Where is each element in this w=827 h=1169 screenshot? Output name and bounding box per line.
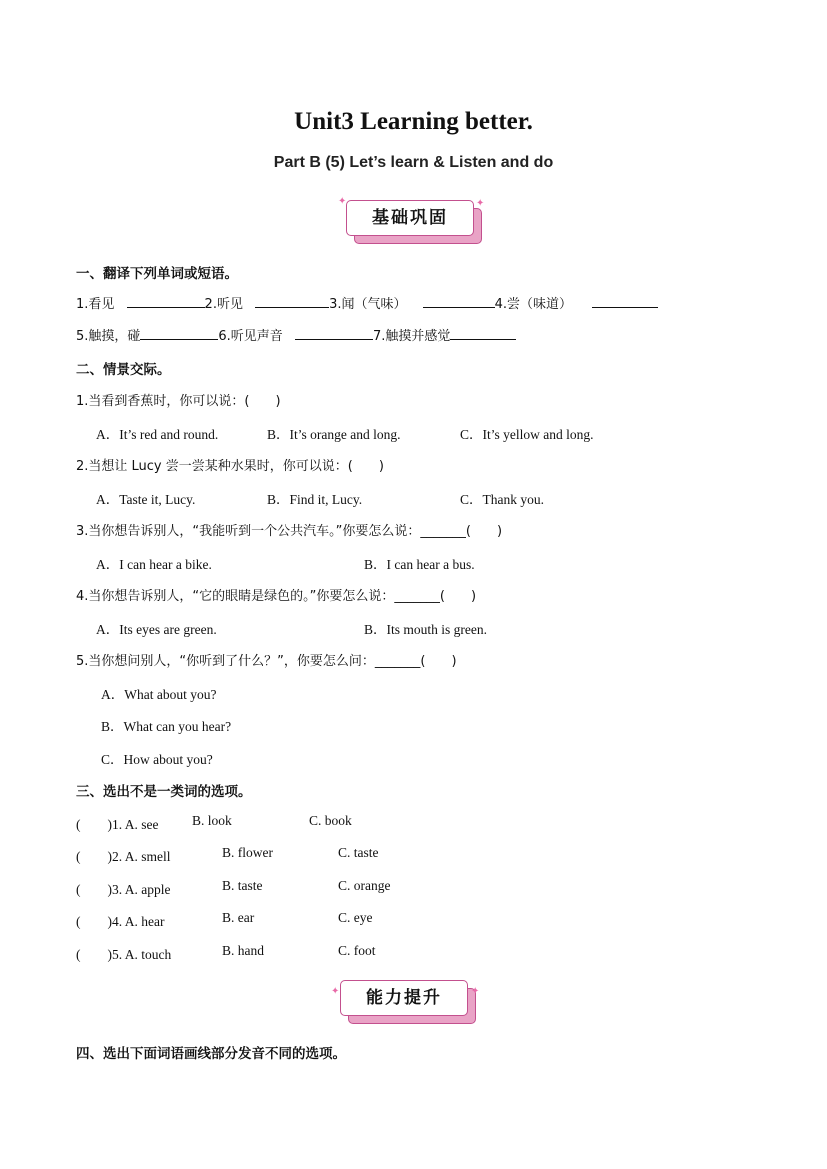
choice-row-b[interactable]: B. ear	[222, 910, 255, 925]
sparkle-icon: ✦	[476, 198, 485, 209]
page-title: Unit3 Learning better.	[294, 108, 533, 135]
choice-row-c[interactable]: C. eye	[338, 910, 373, 925]
choice-row-c[interactable]: C. orange	[338, 878, 391, 893]
answer-blank[interactable]	[140, 327, 218, 340]
section-heading: 四、选出下面词语画线部分发音不同的选项。	[76, 1046, 346, 1062]
sparkle-icon: ✦	[471, 986, 480, 997]
option-b[interactable]: B．I can hear a bus.	[364, 557, 475, 572]
sparkle-icon: ✦	[331, 986, 340, 997]
option-b[interactable]: B．Find it, Lucy.	[267, 492, 363, 507]
choice-row-a[interactable]: ( )5. A. touch	[76, 947, 172, 962]
choice-row-c[interactable]: C. taste	[338, 845, 379, 860]
answer-blank[interactable]	[255, 295, 329, 308]
answer-blank[interactable]	[127, 295, 205, 308]
badge-label: 能力提升	[340, 980, 468, 1016]
option-a[interactable]: A．What about you?	[101, 687, 217, 702]
choice-row-b[interactable]: B. flower	[222, 845, 273, 860]
choice-row-c[interactable]: C. foot	[338, 943, 376, 958]
option-a[interactable]: A．Its eyes are green.	[96, 622, 217, 637]
question: 5.当你想问别人，“你听到了什么？”，你要怎么问：_______( )	[76, 654, 457, 669]
question-row: 5.触摸，碰 6.听见声音 7.触摸并感觉	[76, 325, 516, 344]
section-heading: 三、选出不是一类词的选项。	[76, 784, 252, 800]
option-a[interactable]: A．It’s red and round.	[96, 427, 219, 442]
option-b[interactable]: B．What can you hear?	[101, 719, 232, 734]
choice-row-a[interactable]: ( )2. A. smell	[76, 849, 171, 864]
choice-row-a[interactable]: ( )3. A. apple	[76, 882, 171, 897]
answer-blank[interactable]	[450, 327, 516, 340]
section-heading: 一、翻译下列单词或短语。	[76, 266, 238, 282]
option-c[interactable]: C．Thank you.	[460, 492, 544, 507]
page-subtitle: Part B (5) Let’s learn & Listen and do	[273, 154, 554, 171]
section-heading: 二、情景交际。	[76, 362, 171, 378]
choice-row-a[interactable]: ( )1. A. see	[76, 817, 159, 832]
question: 2.当想让 Lucy 尝一尝某种水果时，你可以说：( )	[76, 459, 384, 474]
option-a[interactable]: A．Taste it, Lucy.	[96, 492, 196, 507]
question: 4.当你想告诉别人，“它的眼睛是绿色的。”你要怎么说：_______( )	[76, 589, 477, 604]
question: 1.当看到香蕉时，你可以说：( )	[76, 394, 281, 409]
choice-row-c[interactable]: C. book	[309, 813, 352, 828]
answer-blank[interactable]	[423, 295, 495, 308]
choice-row-a[interactable]: ( )4. A. hear	[76, 914, 165, 929]
section-badge-advanced	[331, 980, 480, 1026]
section-badge-basic	[338, 196, 486, 246]
option-a[interactable]: A．I can hear a bike.	[96, 557, 212, 572]
choice-row-b[interactable]: B. hand	[222, 943, 264, 958]
option-b[interactable]: B．It’s orange and long.	[267, 427, 401, 442]
choice-row-b[interactable]: B. look	[192, 813, 232, 828]
answer-blank[interactable]	[295, 327, 373, 340]
question-row: 1.看见 2.听见 3.闻（气味） 4.尝（味道）	[76, 293, 658, 312]
option-c[interactable]: C．It’s yellow and long.	[460, 427, 594, 442]
answer-blank[interactable]	[592, 295, 658, 308]
choice-row-b[interactable]: B. taste	[222, 878, 263, 893]
question: 3.当你想告诉别人，“我能听到一个公共汽车。”你要怎么说：_______( )	[76, 524, 503, 539]
option-b[interactable]: B．Its mouth is green.	[364, 622, 487, 637]
option-c[interactable]: C．How about you?	[101, 752, 213, 767]
sparkle-icon: ✦	[338, 196, 347, 207]
badge-label: 基础巩固	[346, 200, 474, 236]
